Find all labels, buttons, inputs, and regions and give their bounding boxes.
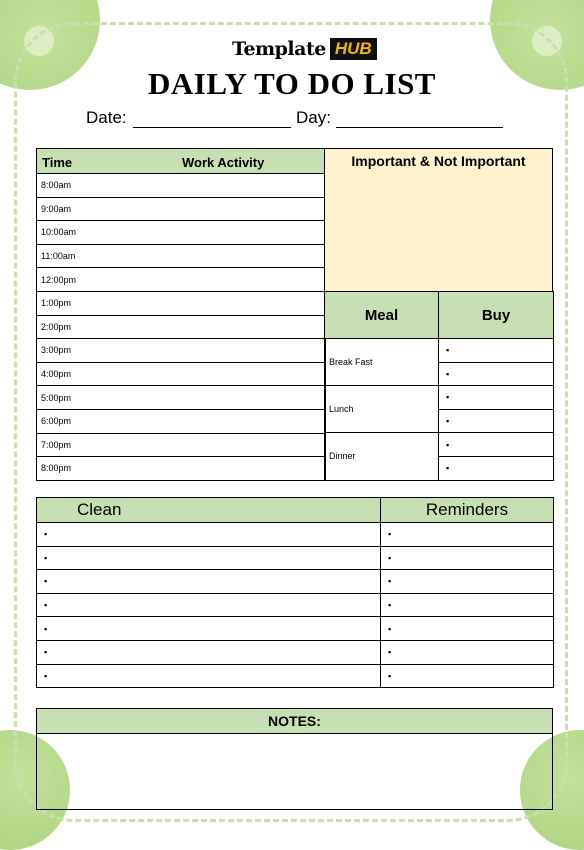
time-slot[interactable]: 7:00pm <box>37 433 326 457</box>
clean-reminder-row <box>37 523 554 547</box>
buy-item[interactable]: ▪ <box>439 339 554 363</box>
notes-header: NOTES: <box>37 709 553 734</box>
day-field[interactable] <box>336 127 503 128</box>
clean-item[interactable]: ▪ <box>37 593 381 617</box>
clean-reminder-row <box>37 570 554 594</box>
schedule-row[interactable] <box>37 362 326 386</box>
notes-area[interactable] <box>37 734 553 810</box>
clean-reminder-row <box>37 664 554 688</box>
important-header: Important & Not Important <box>351 153 526 169</box>
time-header: Time <box>42 155 73 170</box>
schedule-row[interactable] <box>37 268 326 292</box>
schedule-row[interactable] <box>37 315 326 339</box>
buy-item[interactable]: ▪ <box>439 386 554 410</box>
meal-header: Meal <box>325 292 439 339</box>
schedule-row[interactable] <box>37 221 326 245</box>
schedule-row[interactable] <box>37 433 326 457</box>
time-slot[interactable]: 5:00pm <box>37 386 326 410</box>
reminder-item[interactable]: ▪ <box>381 523 554 547</box>
buy-header: Buy <box>439 292 554 339</box>
buy-item[interactable]: ▪ <box>439 409 554 433</box>
schedule-row[interactable] <box>37 174 326 198</box>
clean-item[interactable]: ▪ <box>37 570 381 594</box>
time-slot[interactable]: 10:00am <box>37 221 326 245</box>
meal-name: Break Fast <box>325 339 439 386</box>
reminders-header: Reminders <box>381 498 554 523</box>
time-slot[interactable]: 12:00pm <box>37 268 326 292</box>
important-box <box>324 148 553 293</box>
meal-table <box>324 291 554 481</box>
meal-row <box>325 433 554 457</box>
activity-header: Work Activity <box>182 155 265 170</box>
reminder-item[interactable]: ▪ <box>381 570 554 594</box>
clean-item[interactable]: ▪ <box>37 523 381 547</box>
clean-item[interactable]: ▪ <box>37 664 381 688</box>
buy-item[interactable]: ▪ <box>439 456 554 480</box>
clean-reminder-row <box>37 593 554 617</box>
reminder-item[interactable]: ▪ <box>381 617 554 641</box>
time-slot[interactable]: 2:00pm <box>37 315 326 339</box>
reminder-item[interactable]: ▪ <box>381 640 554 664</box>
time-slot[interactable]: 11:00am <box>37 244 326 268</box>
date-field[interactable] <box>133 127 291 128</box>
notes-table <box>36 708 553 810</box>
reminder-item[interactable]: ▪ <box>381 546 554 570</box>
schedule-row[interactable] <box>37 197 326 221</box>
clean-header: Clean <box>37 498 381 523</box>
buy-item[interactable]: ▪ <box>439 433 554 457</box>
date-label: Date: <box>86 108 127 127</box>
page-title: DAILY TO DO LIST <box>148 66 436 101</box>
brand-text: Template <box>232 38 326 60</box>
schedule-row[interactable] <box>37 291 326 315</box>
day-label: Day: <box>296 108 331 127</box>
time-slot[interactable]: 1:00pm <box>37 291 326 315</box>
schedule-row[interactable] <box>37 409 326 433</box>
reminder-item[interactable]: ▪ <box>381 664 554 688</box>
schedule-table <box>36 148 326 481</box>
time-slot[interactable]: 8:00am <box>37 174 326 198</box>
schedule-header <box>37 149 326 174</box>
time-slot[interactable]: 6:00pm <box>37 409 326 433</box>
important-cell[interactable] <box>325 149 553 293</box>
schedule-row[interactable] <box>37 339 326 363</box>
time-slot[interactable]: 8:00pm <box>37 457 326 481</box>
clean-item[interactable]: ▪ <box>37 546 381 570</box>
clean-reminders-table <box>36 497 554 688</box>
brand-badge: HUB <box>330 38 377 60</box>
meal-name: Lunch <box>325 386 439 433</box>
time-slot[interactable]: 4:00pm <box>37 362 326 386</box>
buy-item[interactable]: ▪ <box>439 362 554 386</box>
meal-row <box>325 386 554 410</box>
clean-reminder-row <box>37 546 554 570</box>
meal-name: Dinner <box>325 433 439 480</box>
clean-reminder-row <box>37 617 554 641</box>
clean-item[interactable]: ▪ <box>37 617 381 641</box>
clean-item[interactable]: ▪ <box>37 640 381 664</box>
clean-reminder-row <box>37 640 554 664</box>
reminder-item[interactable]: ▪ <box>381 593 554 617</box>
brand-logo <box>232 37 377 61</box>
meal-row <box>325 339 554 363</box>
time-slot[interactable]: 3:00pm <box>37 339 326 363</box>
schedule-row[interactable] <box>37 457 326 481</box>
schedule-row[interactable] <box>37 386 326 410</box>
schedule-row[interactable] <box>37 244 326 268</box>
time-slot[interactable]: 9:00am <box>37 197 326 221</box>
